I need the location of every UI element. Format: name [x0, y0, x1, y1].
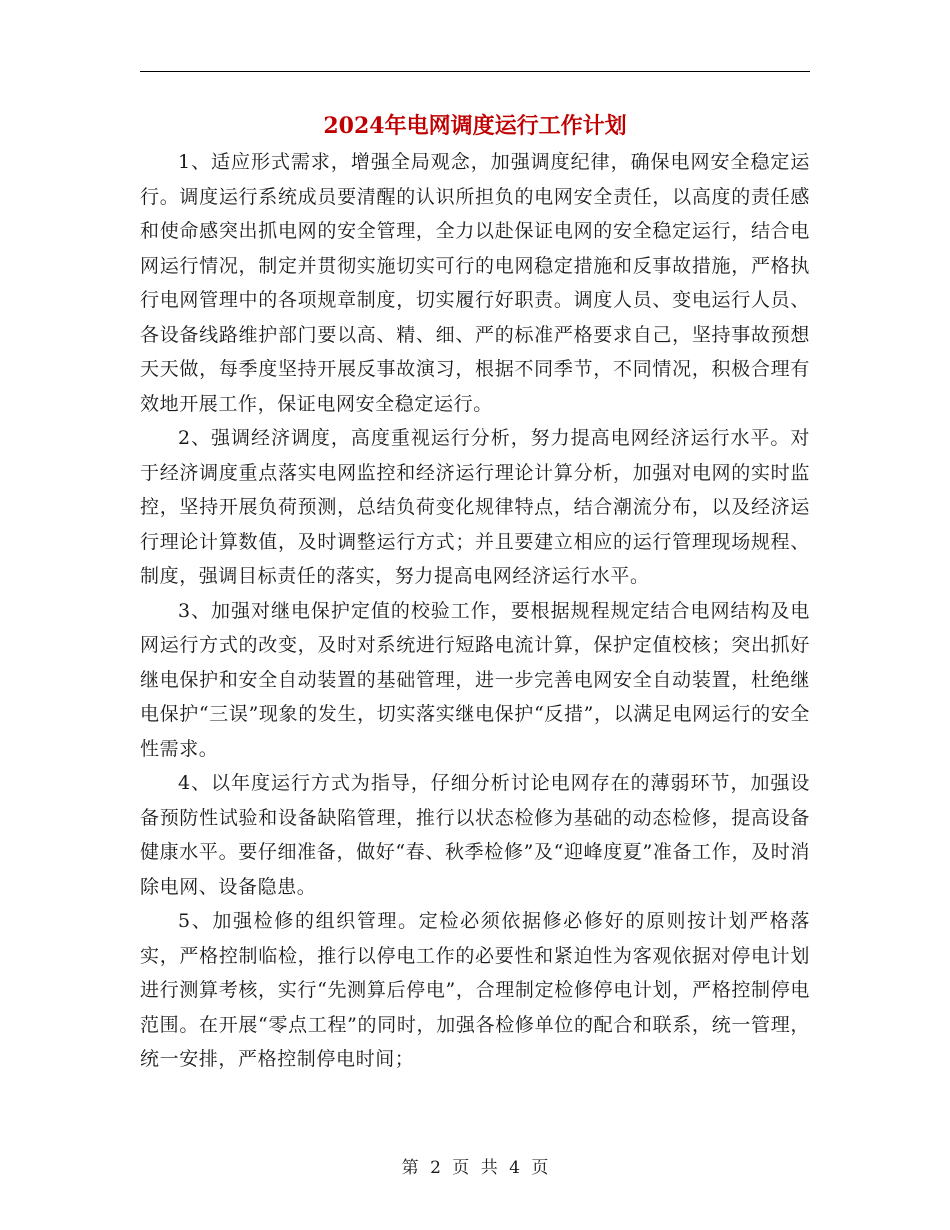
paragraph-5: 5、加强检修的组织管理。定检必须依据修必修好的原则按计划严格落实，严格控制临检，推行以停电工作的必要性和紧迫性为客观依据对停电计划进行测算考核，实行“先测算后停电”，合理制定检修停电计划，严格控制停电范围。在开展“零点工程”的同时，加强各检修单位的配合和联系，统一管理，统一安排，严格控制停电时间； — [140, 910, 810, 1070]
document-title: 2024年电网调度运行工作计划 — [323, 113, 627, 139]
paragraph-3: 3、加强对继电保护定值的校验工作，要根据规程规定结合电网结构及电网运行方式的改变，及时对系统进行短路电流计算，保护定值校核；突出抓好继电保护和安全自动装置的基础管理，进一步完善电网安全自动装置，杜绝继电保护“三误”现象的发生，切实落实继电保护“反措”，以满足电网运行的安全性需求。 — [140, 599, 810, 760]
paragraph-1: 1、适应形式需求，增强全局观念，加强调度纪律，确保电网安全稳定运行。调度运行系统成员要清醒的认识所担负的电网安全责任，以高度的责任感和使命感突出抓电网的安全管理，全力以赴保证电网的安全稳定运行，结合电网运行情况，制定并贯彻实施切实可行的电网稳定措施和反事故措施，严格执行电网管理中的各项规章制度，切实履行好职责。调度人员、变电运行人员、各设备线路维护部门要以高、精、细、严的标准严格要求自己，坚持事故预想天天做，每季度坚持开展反事故演习，根据不同季节，不同情况，积极合理有效地开展工作，保证电网安全稳定运行。 — [140, 151, 810, 415]
page-number-footer: 第 2 页 共 4 页 — [401, 1158, 549, 1178]
header-rule — [140, 71, 810, 72]
paragraph-2: 2、强调经济调度，高度重视运行分析，努力提高电网经济运行水平。对于经济调度重点落实电网监控和经济运行理论计算分析，加强对电网的实时监控，坚持开展负荷预测，总结负荷变化规律特点，结合潮流分布，以及经济运行理论计算数值，及时调整运行方式；并且要建立相应的运行管理现场规程、制度，强调目标责任的落实，努力提高电网经济运行水平。 — [140, 427, 810, 587]
document-body — [140, 145, 810, 1077]
paragraph-4: 4、以年度运行方式为指导，仔细分析讨论电网存在的薄弱环节，加强设备预防性试验和设备缺陷管理，推行以状态检修为基础的动态检修，提高设备健康水平。要仔细准备，做好“春、秋季检修”及“迎峰度夏”准备工作，及时消除电网、设备隐患。 — [140, 772, 810, 898]
